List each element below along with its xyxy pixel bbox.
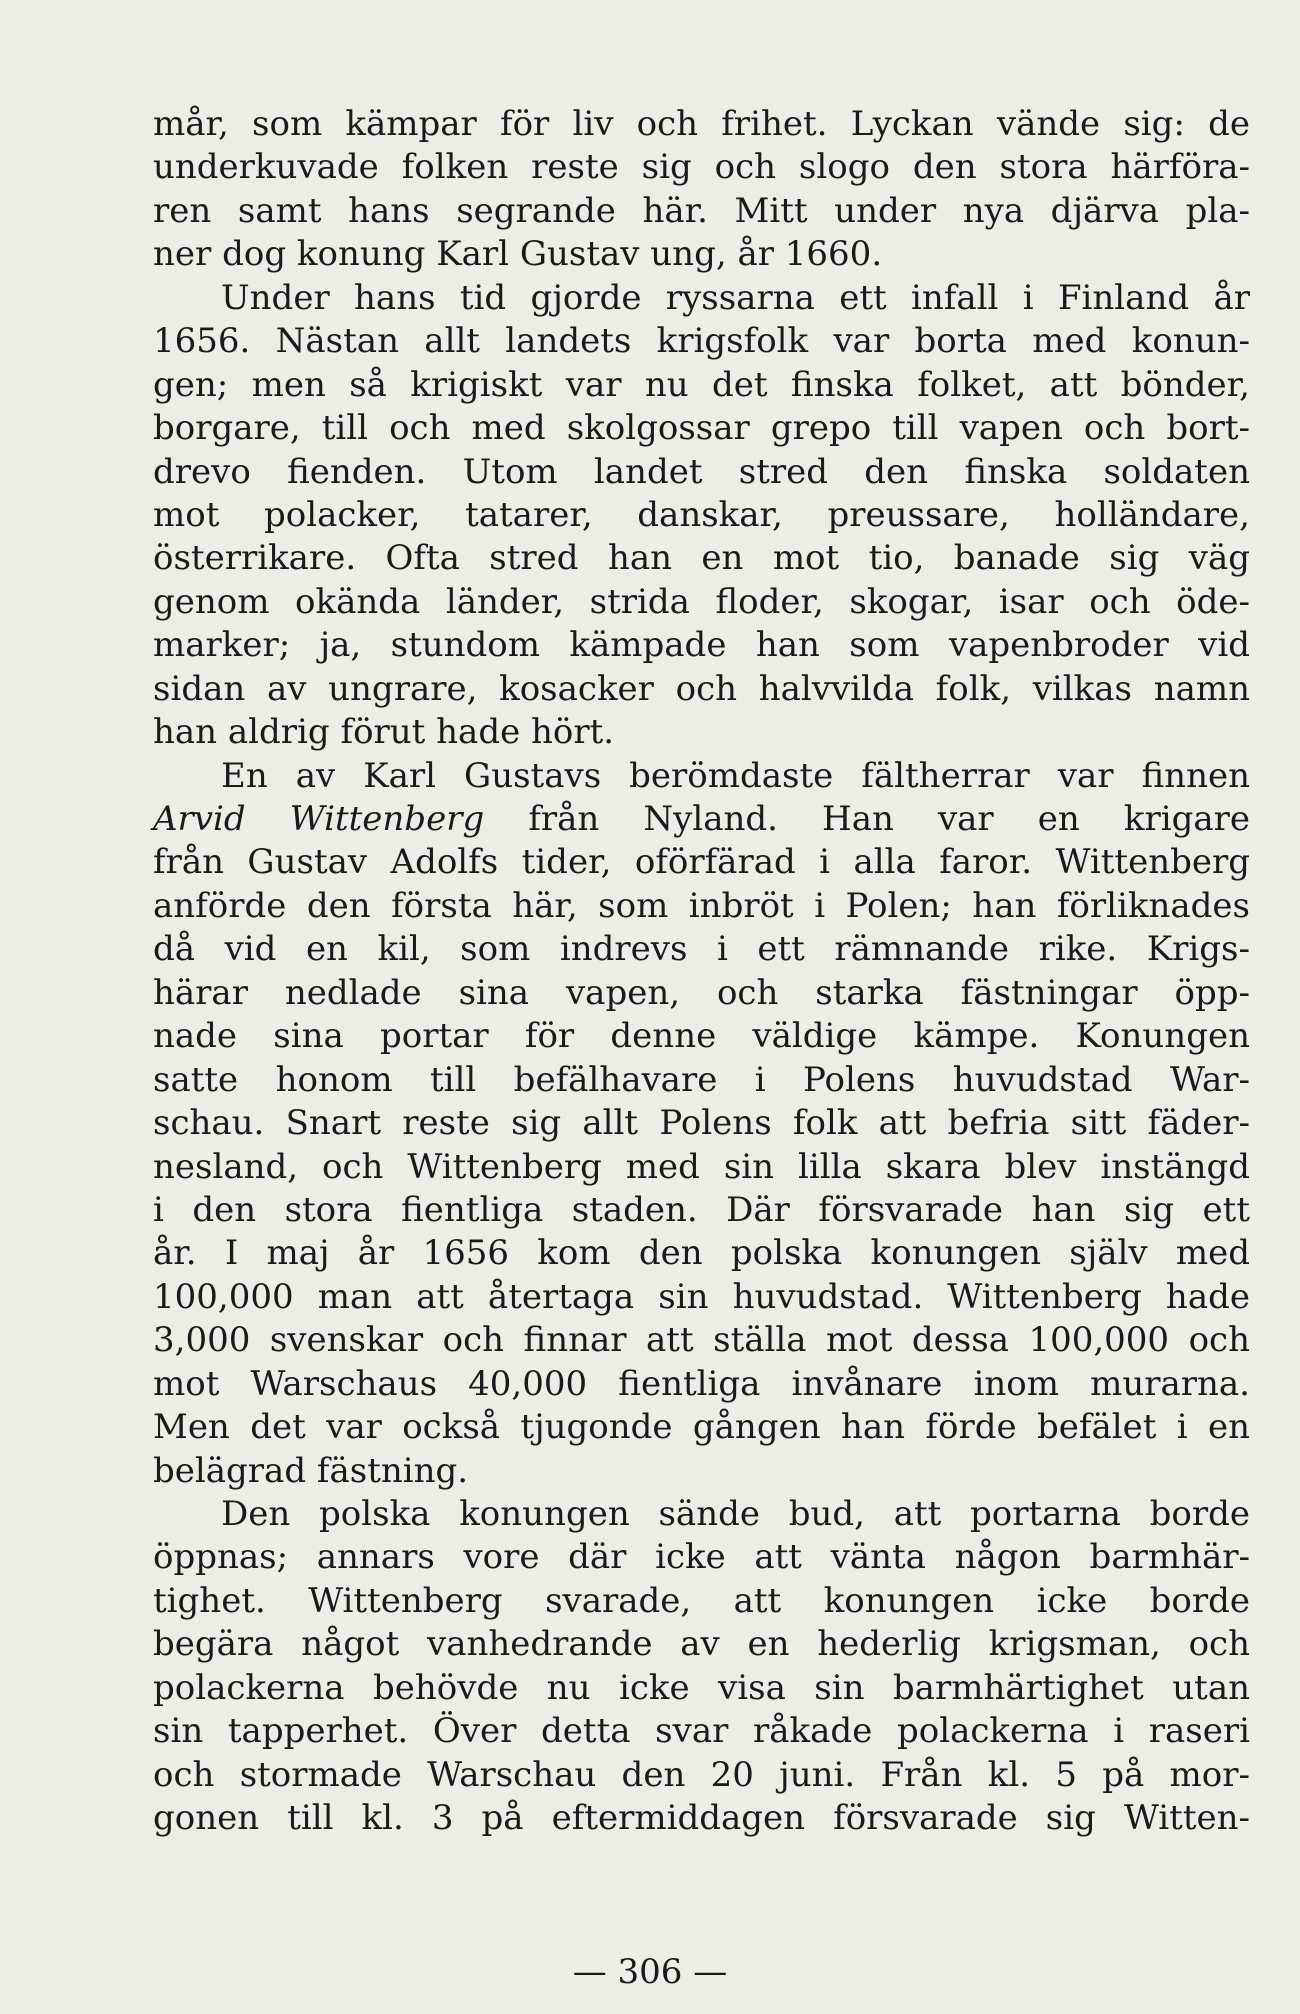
text-line: Under hans tid gjorde ryssarna ett infall i Finland år	[221, 277, 1250, 318]
text-line: mår, som kämpar för liv och frihet. Lyckan vände sig: de	[153, 104, 1250, 144]
text-line: från Gustav Adolfs tider, oförfärad i alla faror. Wittenberg	[153, 842, 1250, 883]
text-line: begära något vanhedrande av en hederlig krigsman, och	[153, 1624, 1250, 1665]
text-line: år. I maj år 1656 kom den polska konungen själv med	[153, 1233, 1250, 1274]
text-line: Men det var också tjugonde gången han förde befälet i en	[153, 1407, 1250, 1448]
text-line: 3,000 svenskar och finnar att ställa mot dessa 100,000 och	[153, 1320, 1250, 1361]
text-line: anförde den första här, som inbröt i Polen; han förliknades	[153, 885, 1250, 926]
text-line: drevo fienden. Utom landet stred den finska soldaten	[153, 451, 1250, 492]
text-line: och stormade Warschau den 20 juni. Från kl. 5 på mor-	[153, 1754, 1250, 1795]
text-line: öppnas; annars vore där icke att vänta någon barmhär-	[153, 1537, 1250, 1578]
text-line: polackerna behövde nu icke visa sin barmhärtighet utan	[153, 1667, 1250, 1708]
text-line: nesland, och Wittenberg med sin lilla skara blev instängd	[153, 1146, 1250, 1187]
text-line: mot Warschaus 40,000 fientliga invånare inom murarna.	[153, 1363, 1250, 1404]
text-line: då vid en kil, som indrevs i ett rämnande rike. Krigs-	[153, 929, 1250, 970]
text-line: sin tapperhet. Över detta svar råkade polackerna i raseri	[153, 1711, 1250, 1752]
text-line	[153, 798, 1250, 841]
text-line: nade sina portar för denne väldige kämpe. Konungen	[153, 1016, 1250, 1057]
text-line: ren samt hans segrande här. Mitt under nya djärva pla-	[153, 190, 1250, 231]
page-number: — 306 —	[572, 1952, 728, 1992]
text-line: sidan av ungrare, kosacker och halvvilda folk, vilkas namn	[153, 668, 1250, 709]
text-line: underkuvade folken reste sig och slogo den stora härföra-	[153, 147, 1250, 188]
text-line: borgare, till och med skolgossar grepo till vapen och bort-	[153, 408, 1250, 449]
text-line: belägrad fästning.	[153, 1450, 469, 1491]
text-line: 1656. Nästan allt landets krigsfolk var borta med konun-	[153, 321, 1250, 362]
text-line: härar nedlade sina vapen, och starka fästningar öpp-	[153, 972, 1250, 1013]
text-line: 100,000 man att återtaga sin huvudstad. Wittenberg hade	[153, 1276, 1250, 1317]
text-line: österrikare. Ofta stred han en mot tio, banade sig väg	[153, 538, 1250, 579]
body-text	[153, 103, 1253, 1841]
person-name-italic: Arvid Wittenberg	[153, 799, 485, 839]
text-line: En av Karl Gustavs berömdaste fältherrar var finnen	[221, 755, 1250, 796]
text-line: i den stora fientliga staden. Där försvarade han sig ett	[153, 1189, 1250, 1230]
text-line: gonen till kl. 3 på eftermiddagen försvarade sig Witten-	[153, 1798, 1250, 1839]
text-line: schau. Snart reste sig allt Polens folk att befria sitt fäder-	[153, 1103, 1250, 1144]
text-line-rest: från Nyland. Han var en krigare	[528, 799, 1251, 839]
text-line: gen; men så krigiskt var nu det finska folket, att bönder,	[153, 364, 1250, 405]
text-line: satte honom till befälhavare i Polens huvudstad War-	[153, 1059, 1250, 1100]
text-line: han aldrig förut hade hört.	[153, 712, 615, 753]
text-line: genom okända länder, strida floder, skogar, isar och öde-	[153, 581, 1250, 622]
text-line: mot polacker, tatarer, danskar, preussare, holländare,	[153, 494, 1250, 535]
text-line: Den polska konungen sände bud, att portarna borde	[221, 1494, 1250, 1534]
text-line: tighet. Wittenberg svarade, att konungen icke borde	[153, 1580, 1250, 1621]
text-line: marker; ja, stundom kämpade han som vapenbroder vid	[153, 625, 1250, 666]
text-line: ner dog konung Karl Gustav ung, år 1660.	[153, 234, 883, 275]
